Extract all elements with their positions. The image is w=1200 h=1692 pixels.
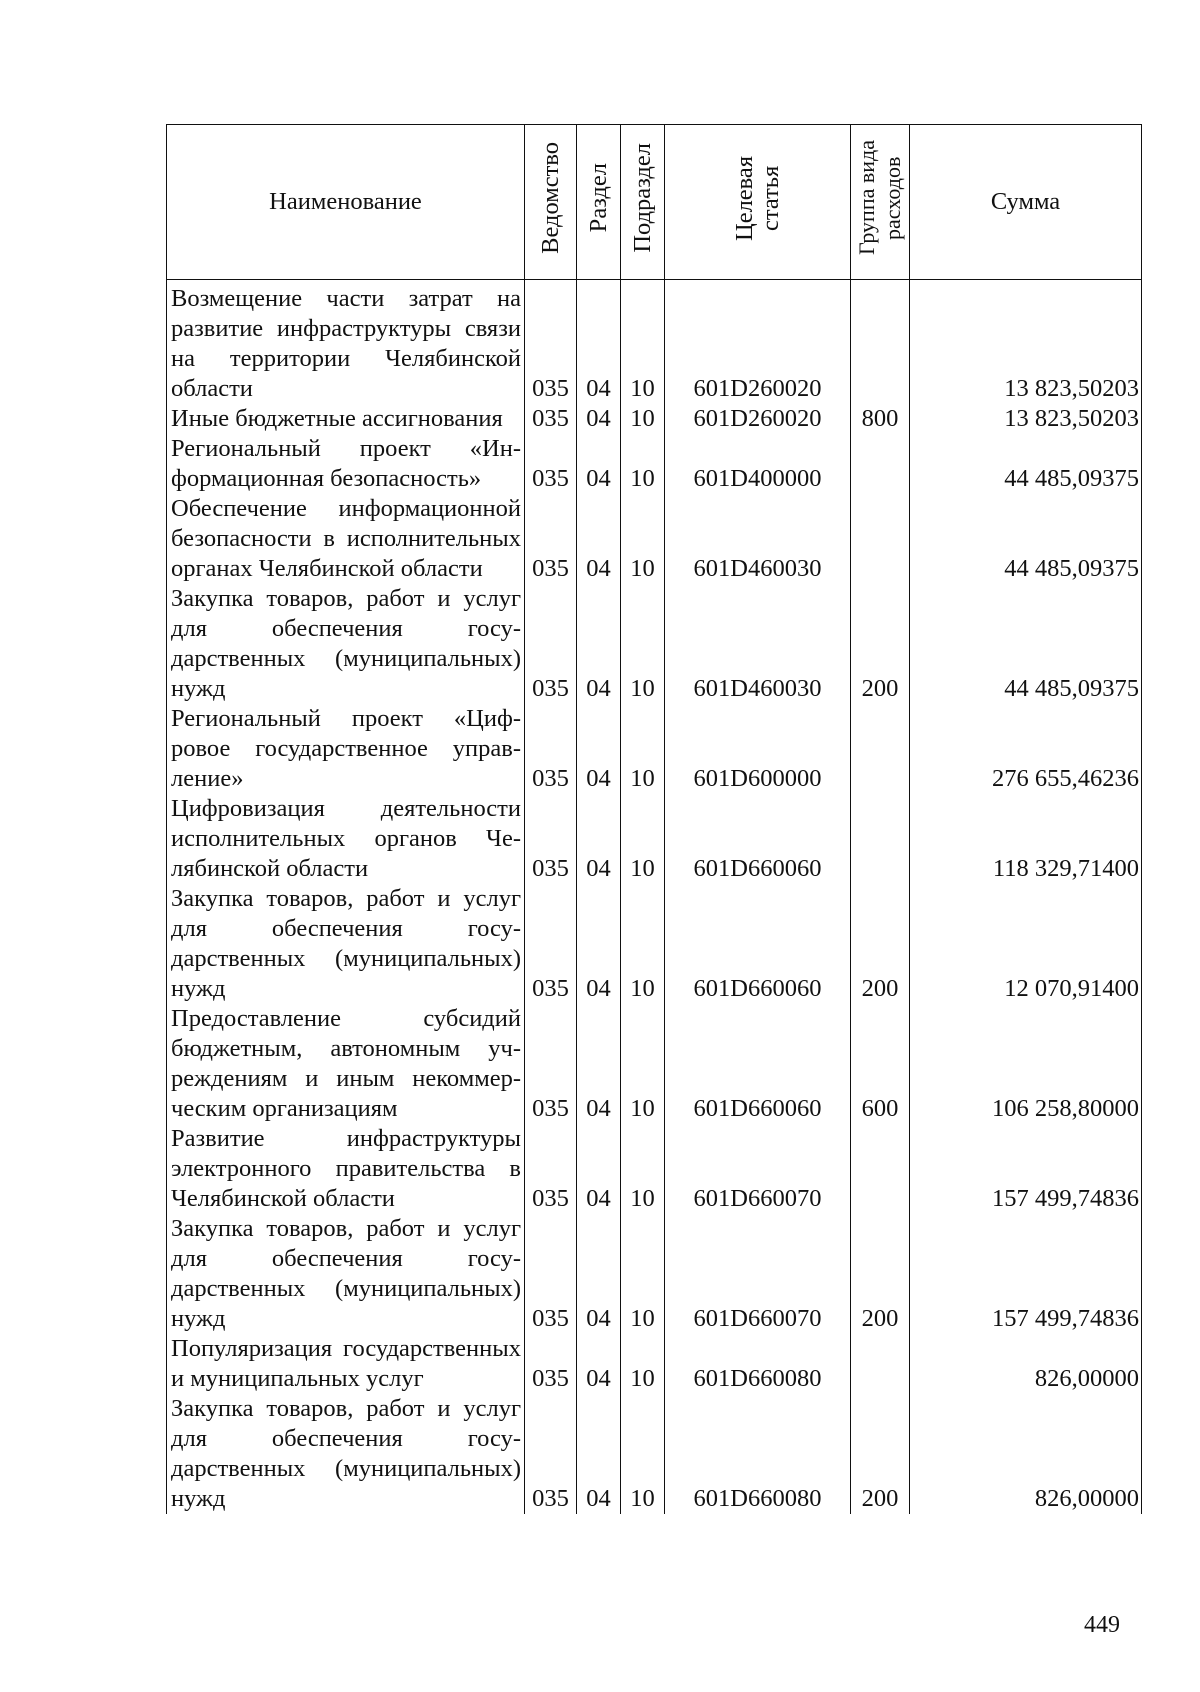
cell-summa: 12 070,91400 <box>910 884 1142 1004</box>
cell-razdel: 04 <box>577 494 621 584</box>
page-number: 449 <box>1084 1612 1120 1638</box>
cell-summa: 44 485,09375 <box>910 494 1142 584</box>
cell-podrazdel: 10 <box>621 794 665 884</box>
cell-name: Закупка товаров, работ и услуг для обеспечения государственных (муниципальных) нужд <box>167 1214 525 1334</box>
cell-gruppa-vida-rashodov <box>851 1124 910 1214</box>
cell-vedomstvo: 035 <box>525 1214 577 1334</box>
table-row <box>167 1214 1142 1334</box>
cell-summa: 157 499,74836 <box>910 1214 1142 1334</box>
cell-gruppa-vida-rashodov <box>851 434 910 494</box>
cell-gruppa-vida-rashodov: 800 <box>851 404 910 434</box>
cell-celevaya-statya: 601D260020 <box>665 280 851 405</box>
cell-summa: 826,00000 <box>910 1334 1142 1394</box>
table-header-row <box>167 125 1142 280</box>
header-podrazdel: Подраздел <box>621 125 665 280</box>
cell-razdel: 04 <box>577 1394 621 1514</box>
cell-name: Цифровизация деятельности исполнительных органов Челябинской области <box>167 794 525 884</box>
table-row <box>167 404 1142 434</box>
table-row <box>167 494 1142 584</box>
cell-razdel: 04 <box>577 280 621 405</box>
cell-name: Популяризация государственных и муниципальных услуг <box>167 1334 525 1394</box>
cell-vedomstvo: 035 <box>525 494 577 584</box>
cell-gruppa-vida-rashodov <box>851 794 910 884</box>
cell-name: Закупка товаров, работ и услуг для обеспечения государственных (муниципальных) нужд <box>167 584 525 704</box>
cell-celevaya-statya: 601D660060 <box>665 1004 851 1124</box>
header-summa: Сумма <box>910 125 1142 280</box>
table-row <box>167 434 1142 494</box>
cell-podrazdel: 10 <box>621 1394 665 1514</box>
cell-razdel: 04 <box>577 1124 621 1214</box>
cell-razdel: 04 <box>577 884 621 1004</box>
cell-celevaya-statya: 601D400000 <box>665 434 851 494</box>
cell-gruppa-vida-rashodov: 600 <box>851 1004 910 1124</box>
cell-name: Закупка товаров, работ и услуг для обеспечения государственных (муниципальных) нужд <box>167 1394 525 1514</box>
cell-vedomstvo: 035 <box>525 280 577 405</box>
cell-summa: 13 823,50203 <box>910 404 1142 434</box>
cell-vedomstvo: 035 <box>525 404 577 434</box>
table-row <box>167 280 1142 405</box>
cell-gruppa-vida-rashodov: 200 <box>851 1394 910 1514</box>
header-name: Наименование <box>167 125 525 280</box>
cell-razdel: 04 <box>577 704 621 794</box>
table-row <box>167 1334 1142 1394</box>
cell-razdel: 04 <box>577 1334 621 1394</box>
cell-name: Иные бюджетные ассигнования <box>167 404 525 434</box>
cell-razdel: 04 <box>577 1004 621 1124</box>
cell-vedomstvo: 035 <box>525 1004 577 1124</box>
header-gruppa-vida-rashodov: Группа вида расходов <box>851 125 910 280</box>
cell-podrazdel: 10 <box>621 434 665 494</box>
cell-gruppa-vida-rashodov <box>851 704 910 794</box>
cell-razdel: 04 <box>577 1214 621 1334</box>
header-vedomstvo: Ведомство <box>525 125 577 280</box>
cell-name: Развитие инфраструктуры электронного правительства в Челябинской области <box>167 1124 525 1214</box>
cell-podrazdel: 10 <box>621 404 665 434</box>
cell-vedomstvo: 035 <box>525 884 577 1004</box>
cell-vedomstvo: 035 <box>525 1124 577 1214</box>
cell-podrazdel: 10 <box>621 1214 665 1334</box>
cell-celevaya-statya: 601D660070 <box>665 1124 851 1214</box>
cell-vedomstvo: 035 <box>525 704 577 794</box>
cell-podrazdel: 10 <box>621 280 665 405</box>
cell-name: Предоставление субсидий бюджетным, автономным учреждениям и иным некоммерческим организациям <box>167 1004 525 1124</box>
cell-vedomstvo: 035 <box>525 1394 577 1514</box>
cell-razdel: 04 <box>577 794 621 884</box>
cell-name: Обеспечение информационной безопасности в исполнительных органах Челябинской области <box>167 494 525 584</box>
cell-name: Возмещение части затрат на развитие инфраструктуры связи на территории Челябинской области <box>167 280 525 405</box>
table-row <box>167 1124 1142 1214</box>
table-row <box>167 1004 1142 1124</box>
cell-vedomstvo: 035 <box>525 584 577 704</box>
cell-podrazdel: 10 <box>621 704 665 794</box>
cell-gruppa-vida-rashodov: 200 <box>851 1214 910 1334</box>
cell-podrazdel: 10 <box>621 1124 665 1214</box>
cell-gruppa-vida-rashodov <box>851 494 910 584</box>
table-body <box>167 280 1142 1515</box>
cell-summa: 44 485,09375 <box>910 434 1142 494</box>
cell-name: Региональный проект «Информационная безопасность» <box>167 434 525 494</box>
table-row <box>167 1394 1142 1514</box>
cell-summa: 826,00000 <box>910 1394 1142 1514</box>
cell-podrazdel: 10 <box>621 584 665 704</box>
cell-celevaya-statya: 601D460030 <box>665 494 851 584</box>
table-row <box>167 704 1142 794</box>
table-row <box>167 884 1142 1004</box>
cell-summa: 118 329,71400 <box>910 794 1142 884</box>
cell-summa: 13 823,50203 <box>910 280 1142 405</box>
cell-summa: 157 499,74836 <box>910 1124 1142 1214</box>
cell-vedomstvo: 035 <box>525 1334 577 1394</box>
table-row <box>167 794 1142 884</box>
cell-vedomstvo: 035 <box>525 794 577 884</box>
header-celevaya-statya: Целевая статья <box>665 125 851 280</box>
cell-razdel: 04 <box>577 404 621 434</box>
cell-summa: 276 655,46236 <box>910 704 1142 794</box>
budget-table <box>166 124 1142 1514</box>
cell-vedomstvo: 035 <box>525 434 577 494</box>
cell-celevaya-statya: 601D600000 <box>665 704 851 794</box>
cell-podrazdel: 10 <box>621 884 665 1004</box>
cell-gruppa-vida-rashodov <box>851 1334 910 1394</box>
cell-celevaya-statya: 601D660080 <box>665 1394 851 1514</box>
cell-gruppa-vida-rashodov <box>851 280 910 405</box>
table-row <box>167 584 1142 704</box>
cell-razdel: 04 <box>577 584 621 704</box>
cell-podrazdel: 10 <box>621 1004 665 1124</box>
cell-celevaya-statya: 601D660060 <box>665 884 851 1004</box>
cell-celevaya-statya: 601D660080 <box>665 1334 851 1394</box>
cell-razdel: 04 <box>577 434 621 494</box>
cell-name: Закупка товаров, работ и услуг для обеспечения государственных (муниципальных) нужд <box>167 884 525 1004</box>
cell-gruppa-vida-rashodov: 200 <box>851 884 910 1004</box>
cell-podrazdel: 10 <box>621 494 665 584</box>
cell-celevaya-statya: 601D660070 <box>665 1214 851 1334</box>
cell-name: Региональный проект «Цифровое государственное управление» <box>167 704 525 794</box>
cell-summa: 44 485,09375 <box>910 584 1142 704</box>
cell-gruppa-vida-rashodov: 200 <box>851 584 910 704</box>
cell-summa: 106 258,80000 <box>910 1004 1142 1124</box>
cell-podrazdel: 10 <box>621 1334 665 1394</box>
cell-celevaya-statya: 601D260020 <box>665 404 851 434</box>
header-razdel: Раздел <box>577 125 621 280</box>
cell-celevaya-statya: 601D460030 <box>665 584 851 704</box>
cell-celevaya-statya: 601D660060 <box>665 794 851 884</box>
